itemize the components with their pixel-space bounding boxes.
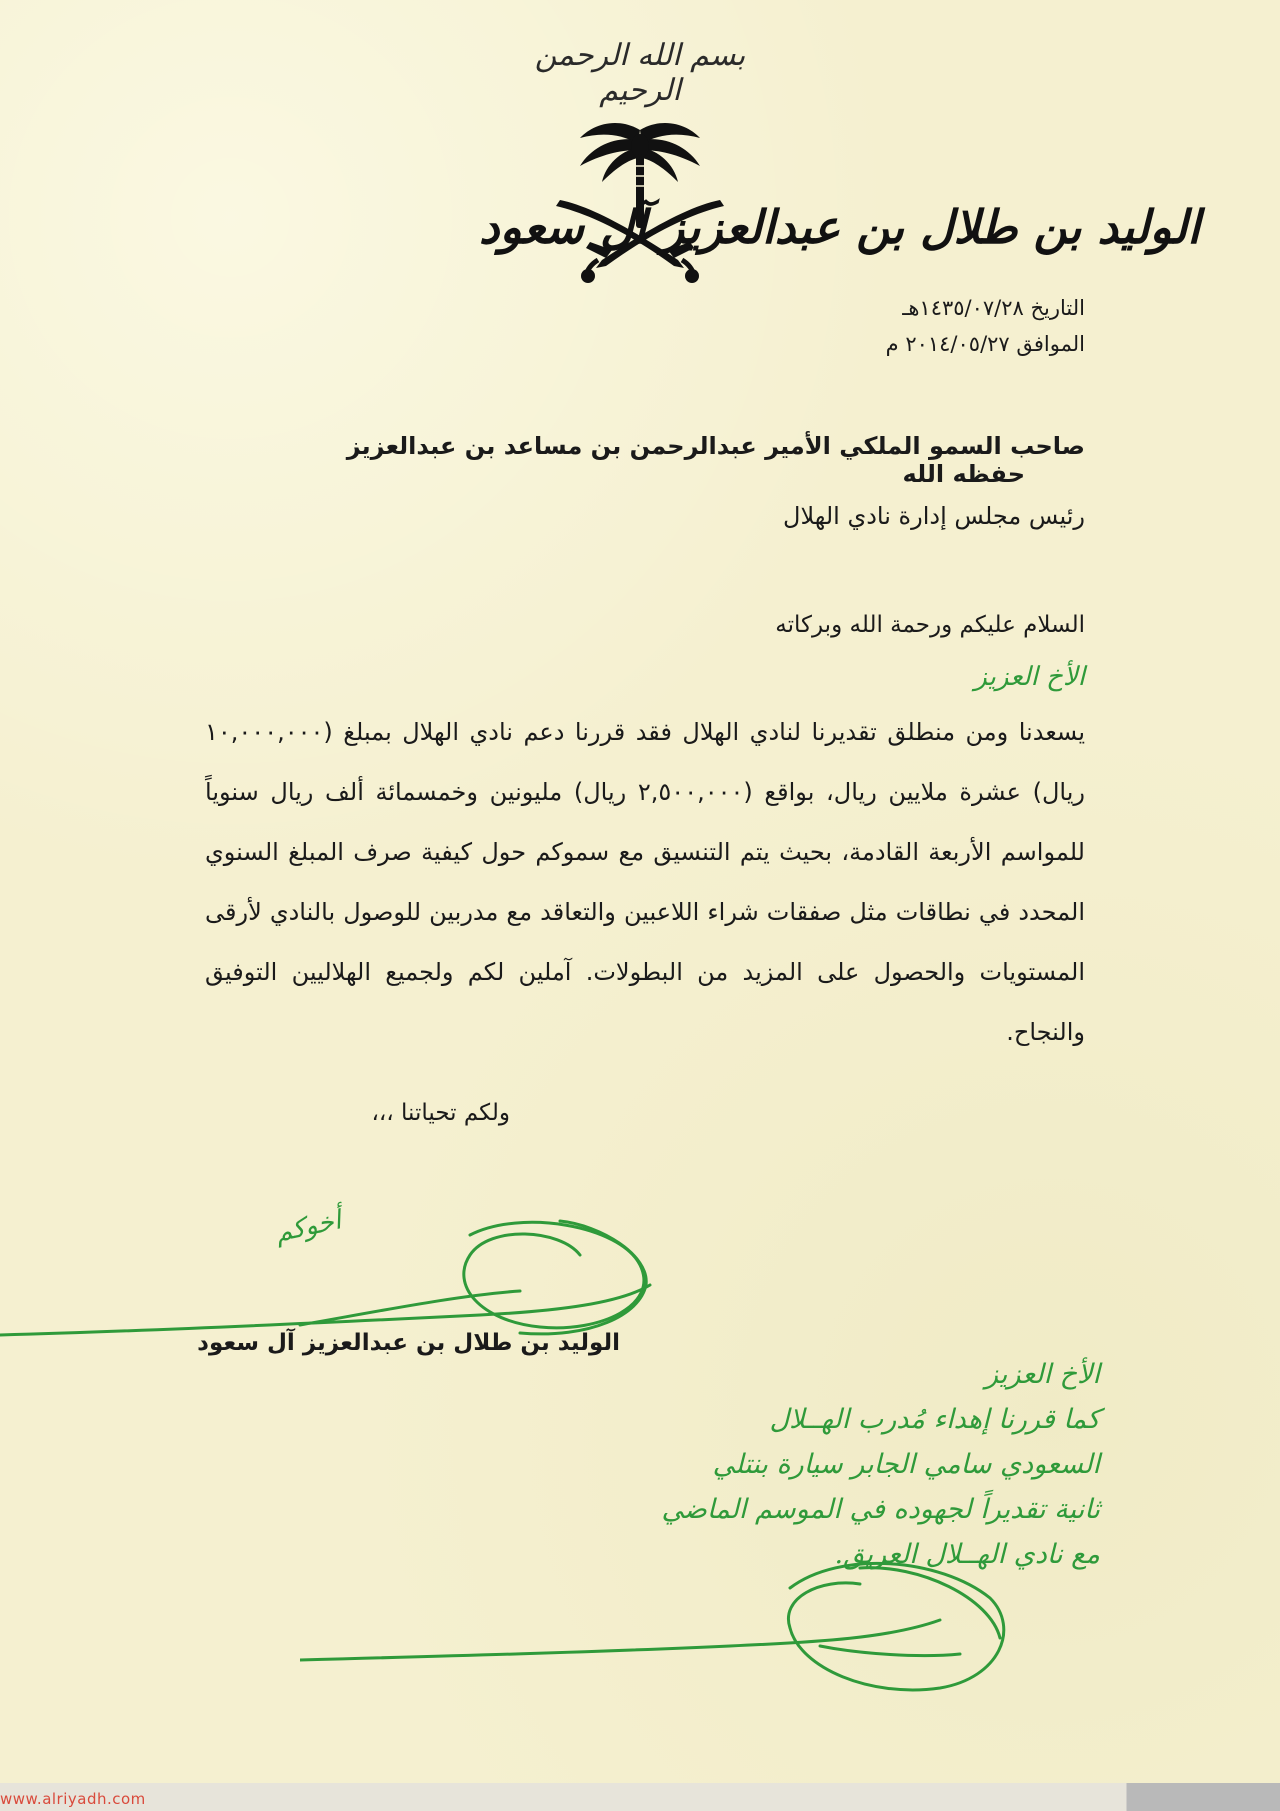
signer-name: الوليد بن طلال بن عبدالعزيز آل سعود [197,1330,620,1356]
note-line: ثانية تقديراً لجهوده في الموسم الماضي [661,1494,1100,1525]
addressee-line [185,432,1085,488]
footer-band [0,1783,1280,1811]
note-line: مع نادي الهــلال العريق. [834,1539,1100,1570]
date-block [886,290,1085,362]
basmala-calligraphy: بسم الله الرحمن الرحيم [534,38,746,108]
watermark-url: www.alriyadh.com [0,1790,146,1808]
handwritten-salutation: الأخ العزيز [974,662,1085,692]
closing-line: ولكم تحياتنا ،،، [371,1100,510,1126]
handwritten-akhukum: أخوكم [272,1205,344,1249]
letter-body: يسعدنا ومن منطلق تقديرنا لنادي الهلال فقد قررنا دعم نادي الهلال بمبلغ (١٠,٠٠٠,٠٠٠ ريال) عشرة ملايين ريال، بواقع (٢,٥٠٠,٠٠٠ ريال) مليونين وخمسمائة ألف ريال سنوياً للمواسم الأربعة القادمة، بحيث يتم التنسيق مع سموكم حول كيفية صرف المبلغ السنوي المحدد في نطاقات مثل صفقات شراء اللاعبين والتعاقد مع مدربين للوصول بالنادي لأرقى المستويات والحصول على المزيد من البطولات. آملين لكم ولجميع الهلاليين التوفيق والنجاح. [205,718,1086,1046]
note-line: الأخ العزيز [985,1359,1100,1390]
issuer-calligraphic-name: الوليد بن طلال بن عبدالعزيز آل سعود [478,200,1200,254]
signature-scribble [0,1215,680,1345]
note-line: السعودي سامي الجابر سيارة بنتلي [712,1449,1100,1480]
gregorian-date: الموافق ٢٠١٤/٠٥/٢٧ م [885,332,1085,356]
addressee-blessing: حفظه الله [902,460,1025,488]
greeting: السلام عليكم ورحمة الله وبركاته [775,612,1085,638]
addressee-title: رئيس مجلس إدارة نادي الهلال [783,502,1085,530]
second-signature-scribble [300,1528,1020,1708]
note-line: كما قررنا إهداء مُدرب الهــلال [769,1404,1100,1435]
hijri-date: التاريخ ١٤٣٥/٠٧/٢٨هـ [902,296,1085,320]
addressee-name: صاحب السمو الملكي الأمير عبدالرحمن بن مساعد بن عبدالعزيز [346,432,1085,460]
